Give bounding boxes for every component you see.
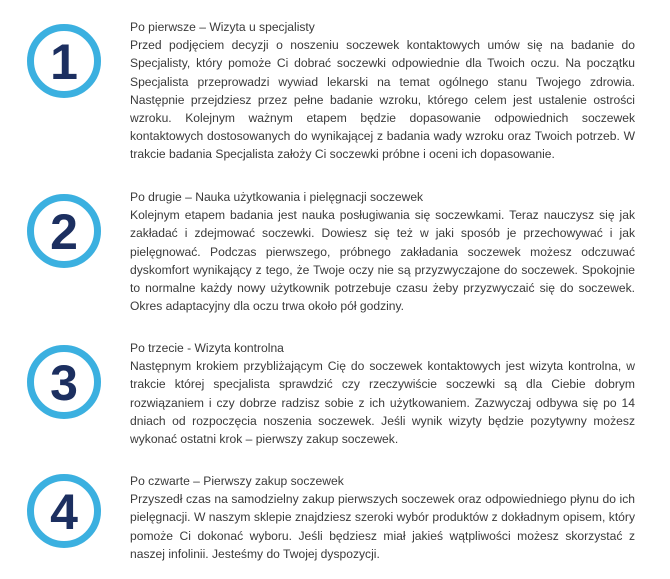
step-number-badge: [27, 194, 101, 268]
step-description: Kolejnym etapem badania jest nauka posługiwania się soczewkami. Teraz nauczysz się jak zakładać i zdejmować soczewki. Dowiesz się też w jaki sposób je przechowywać i jak pielęgnować. Podczas pierwszego, próbnego zakładania soczewek możesz odczuwać dyskomfort wynikający z tego, że Twoje oczy nie są przyzwyczajone do soczewek. Spokojnie to normalne każdy nowy użytkownik potrzebuje czasu żeby przyzwyczaić się do soczewek. Okres adaptacyjny dla oczu trwa około pół godziny.: [130, 208, 635, 314]
step-number-badge: [27, 24, 101, 98]
step-content: [130, 188, 635, 315]
step-number-badge: [27, 345, 101, 419]
step-title: Po trzecie - Wizyta kontrolna: [130, 341, 284, 355]
step-number: 3: [50, 354, 78, 411]
step-title: Po czwarte – Pierwszy zakup soczewek: [130, 474, 344, 488]
step-content: [130, 18, 635, 164]
step-number-badge: [27, 474, 101, 548]
step-description: Przyszedł czas na samodzielny zakup pierwszych soczewek oraz odpowiedniego płynu do ich pielęgnacji. W naszym sklepie znajdziesz szeroki wybór produktów z dokładnym opisem, który pomoże Ci dokonać wyboru. Jeśli będziesz miał jakieś wątpliwości możesz skorzystać z naszej infolinii. Jesteśmy do Twojej dyspozycji.: [130, 492, 635, 561]
step-title: Po pierwsze – Wizyta u specjalisty: [130, 20, 315, 34]
step-number: 2: [50, 203, 78, 260]
step-content: [130, 472, 635, 563]
step-description: Następnym krokiem przybliżającym Cię do soczewek kontaktowych jest wizyta kontrolna, w trakcie której specjalista sprawdzić czy rzeczywiście soczewki są dla Ciebie dobrym rozwiązaniem i czy dobrze radzisz sobie z ich użytkowaniem. Zazwyczaj odbywa się po 14 dniach od rozpoczęcia noszenia soczewek. Jeśli wynik wizyty będzie pozytywny możesz wykonać ostatni krok – pierwszy zakup soczewek.: [130, 359, 635, 447]
step-number: 4: [50, 483, 78, 540]
step-content: [130, 339, 635, 448]
step-title: Po drugie – Nauka użytkowania i pielęgnacji soczewek: [130, 190, 424, 204]
step-description: Przed podjęciem decyzji o noszeniu soczewek kontaktowych umów się na badanie do Specjalisty, który pomoże Ci dobrać soczewki odpowiednie dla Twoich oczu. Na początku Specjalista przeprowadzi wywiad lekarski na temat ogólnego stanu Twojego zdrowia. Następnie przejdziesz przez pełne badanie wzroku, którego celem jest ustalenie ostrości wzroku. Kolejnym ważnym etapem będzie dopasowanie odpowiednich soczewek kontaktowych dostosowanych do wynikającej z badania wady wzroku oraz Twoich potrzeb. W trakcie badania Specjalista założy Ci soczewki próbne i oceni ich dopasowanie.: [130, 38, 635, 162]
step-number: 1: [50, 33, 78, 90]
